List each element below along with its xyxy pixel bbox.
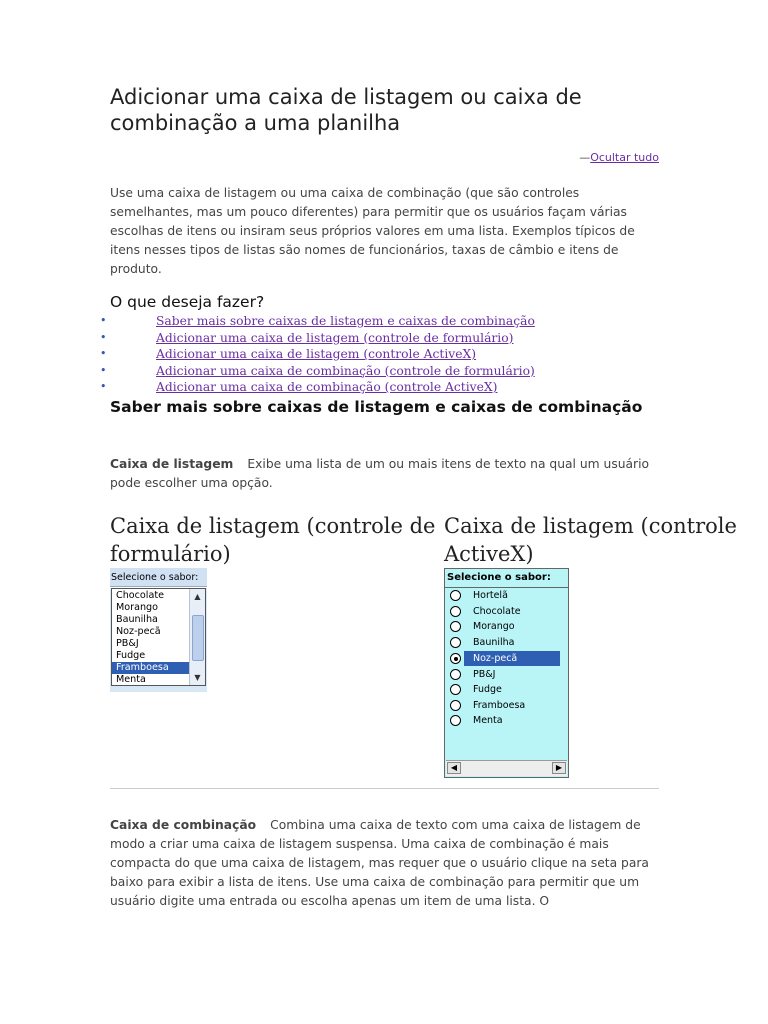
list-item-selected[interactable]: Framboesa: [112, 662, 189, 674]
list-item[interactable]: Menta: [116, 674, 146, 685]
radio-option-label: Baunilha: [473, 636, 515, 648]
horizontal-scrollbar[interactable]: [446, 760, 567, 776]
activex-listbox: [444, 568, 569, 778]
radio-option[interactable]: [445, 682, 568, 697]
radio-option-selected[interactable]: [445, 651, 568, 666]
radio-option[interactable]: [445, 713, 568, 728]
combobox-term: Caixa de combinação: [110, 818, 257, 832]
activex-listbox-body[interactable]: [444, 588, 569, 778]
radio-option[interactable]: [445, 588, 568, 603]
list-item[interactable]: Baunilha: [116, 614, 158, 625]
radio-option[interactable]: [445, 604, 568, 619]
list-item[interactable]: PB&J: [116, 638, 139, 649]
radio-icon[interactable]: [450, 621, 461, 632]
toc-link[interactable]: Adicionar uma caixa de combinação (controle ActiveX): [156, 380, 498, 394]
listbox-description: Exibe uma lista de um ou mais itens de texto na qual um usuário pode escolher uma opção.: [110, 457, 650, 490]
form-listbox-header: Selecione o sabor:: [110, 568, 207, 587]
combobox-definition: [110, 816, 659, 911]
bullet-icon: •: [100, 347, 107, 360]
activex-control-caption: Caixa de listagem (controle ActiveX): [444, 514, 737, 566]
bullet-icon: •: [100, 363, 107, 377]
radio-option-label: PB&J: [473, 668, 496, 680]
hide-all-link[interactable]: Ocultar tudo: [590, 151, 659, 164]
form-listbox: [110, 568, 207, 692]
arrow-up-icon[interactable]: ▲: [191, 590, 204, 603]
radio-option-label: Framboesa: [473, 699, 526, 711]
what-to-do-heading: O que deseja fazer?: [110, 293, 265, 311]
listbox-definition: [110, 455, 659, 493]
radio-icon[interactable]: [450, 590, 461, 601]
list-item[interactable]: Morango: [116, 602, 159, 613]
radio-option-label: Chocolate: [473, 605, 521, 617]
arrow-right-icon[interactable]: ▶: [552, 762, 566, 774]
activex-listbox-header: Selecione o sabor:: [444, 568, 569, 588]
toc-link[interactable]: Adicionar uma caixa de listagem (controle ActiveX): [156, 347, 477, 361]
bullet-icon: •: [100, 330, 107, 344]
radio-icon[interactable]: [450, 684, 461, 695]
radio-icon[interactable]: [450, 606, 461, 617]
radio-option-label: Fudge: [473, 684, 502, 695]
bullet-icon: •: [100, 314, 107, 327]
toggle-all: [579, 151, 659, 164]
radio-option[interactable]: [445, 635, 568, 650]
arrow-down-icon[interactable]: ▼: [191, 671, 204, 684]
listbox-term: Caixa de listagem: [110, 457, 234, 471]
radio-option[interactable]: [445, 619, 568, 634]
toc-link[interactable]: Adicionar uma caixa de combinação (controle de formulário): [156, 363, 535, 378]
radio-icon[interactable]: [450, 715, 461, 726]
bullet-icon: •: [100, 380, 107, 393]
form-listbox-list[interactable]: [111, 588, 206, 686]
scroll-thumb[interactable]: [192, 615, 204, 661]
list-item[interactable]: Noz-pecã: [116, 626, 161, 637]
radio-icon[interactable]: [450, 637, 461, 648]
list-item: [0, 363, 700, 380]
form-control-caption: Caixa de listagem (controle de formulário): [110, 514, 436, 566]
radio-option-label: Hortelã: [473, 590, 508, 601]
list-item[interactable]: Chocolate: [116, 590, 165, 601]
list-item: [0, 379, 700, 396]
radio-option-label: Morango: [473, 621, 515, 632]
form-listbox-frame: [110, 588, 207, 692]
section-heading: Saber mais sobre caixas de listagem e caixas de combinação: [110, 398, 643, 416]
radio-option-label: Noz-pecã: [464, 651, 560, 666]
toc-link[interactable]: Saber mais sobre caixas de listagem e caixas de combinação: [156, 314, 535, 328]
radio-icon[interactable]: [450, 700, 461, 711]
vertical-scrollbar[interactable]: [189, 589, 205, 685]
radio-option-label: Menta: [473, 715, 503, 726]
radio-option[interactable]: [445, 698, 568, 713]
radio-option[interactable]: [445, 667, 568, 682]
toc-link[interactable]: Adicionar uma caixa de listagem (controle de formulário): [156, 330, 514, 345]
arrow-left-icon[interactable]: ◀: [447, 762, 461, 774]
radio-icon[interactable]: [450, 669, 461, 680]
intro-paragraph: Use uma caixa de listagem ou uma caixa de combinação (que são controles semelhantes, mas um pouco diferentes) para permitir que os usuários façam várias escolhas de itens ou insiram seus próprios valores em uma lista. Exemplos típicos de itens nesses tipos de listas são nomes de funcionários, taxas de câmbio e itens de produto.: [110, 186, 635, 276]
list-item[interactable]: Fudge: [116, 650, 146, 661]
section-divider: [110, 788, 659, 789]
list-item: [0, 330, 700, 347]
page-title: Adicionar uma caixa de listagem ou caixa de combinação a uma planilha: [110, 85, 582, 135]
radio-checked-icon[interactable]: [450, 653, 461, 664]
toc-list: [0, 313, 700, 396]
combobox-description: Combina uma caixa de texto com uma caixa de listagem de modo a criar uma caixa de listagem suspensa. Uma caixa de combinação é mais compacta do que uma caixa de listagem, mas requer que o usuário clique na seta para baixo para exibir a lista de itens. Use uma caixa de combinação para permitir que um usuário digite uma entrada ou escolha apenas um item de uma lista. O: [110, 818, 649, 908]
list-item: [0, 346, 700, 363]
list-item: [0, 313, 700, 330]
collapse-dash: —: [579, 151, 591, 164]
